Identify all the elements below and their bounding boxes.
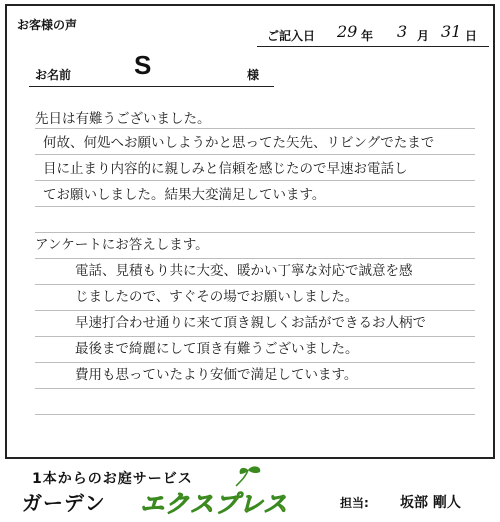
- ruled-line: [35, 414, 475, 415]
- testimonial-card: [5, 4, 495, 459]
- date-row: [257, 24, 489, 47]
- ruled-line: [35, 336, 475, 337]
- ruled-line: [35, 310, 475, 311]
- comment-line: 先日は有難うございました。: [35, 111, 211, 127]
- brand-name: ガーデン: [22, 491, 106, 515]
- comment-line: てお願いしました。結果大変満足しています。: [43, 187, 326, 203]
- ruled-line: [35, 206, 475, 207]
- comment-line: アンケートにお答えします。: [35, 237, 209, 253]
- comment-line: 最後まで綺麗にして頂き有難うございました。: [75, 341, 359, 357]
- comment-line: 費用も思っていたより安価で満足しています。: [75, 367, 358, 383]
- comment-line: 目に止まり内容的に親しみと信頼を感じたので早速お電話し: [43, 161, 408, 177]
- tagline: 1本からのお庭サービス: [32, 471, 193, 487]
- date-month: 3: [397, 22, 408, 41]
- ruled-line: [35, 284, 475, 285]
- ruled-line: [35, 388, 475, 389]
- customer-name: S: [134, 50, 152, 80]
- ruled-line: [35, 180, 475, 181]
- comment-line: 早速打合わせ通りに来て頂き親しくお話ができるお人柄で: [75, 315, 426, 331]
- ruled-line: [35, 232, 475, 233]
- date-label: ご記入日: [267, 29, 316, 43]
- comment-line: 何故、何処へお願いしようかと思ってた矢先、リビングでたまで: [43, 135, 435, 151]
- date-year-unit: 年: [361, 29, 374, 43]
- ruled-line: [35, 362, 475, 363]
- date-year: 29: [337, 22, 358, 41]
- staff-name: 坂部 剛人: [400, 495, 461, 511]
- ruled-line: [35, 258, 475, 259]
- comment-line: じましたので、すぐその場でお願いしました。: [75, 289, 359, 305]
- name-suffix: 様: [247, 68, 260, 82]
- date-month-unit: 月: [417, 29, 430, 43]
- leaf-icon: [232, 464, 266, 488]
- brand-name-accent: エクスプレス: [140, 490, 289, 518]
- comment-line: 電話、見積もり共に大変、暖かい丁寧な対応で誠意を感: [75, 263, 413, 279]
- staff-label: 担当:: [340, 496, 369, 510]
- name-row: [29, 50, 274, 87]
- name-label: お名前: [35, 68, 72, 82]
- ruled-line: [35, 154, 475, 155]
- footer: [0, 462, 500, 522]
- comment-line: [35, 210, 475, 232]
- date-day-unit: 日: [465, 29, 478, 43]
- date-day: 31: [441, 22, 462, 41]
- card-title: お客様の声: [17, 18, 78, 32]
